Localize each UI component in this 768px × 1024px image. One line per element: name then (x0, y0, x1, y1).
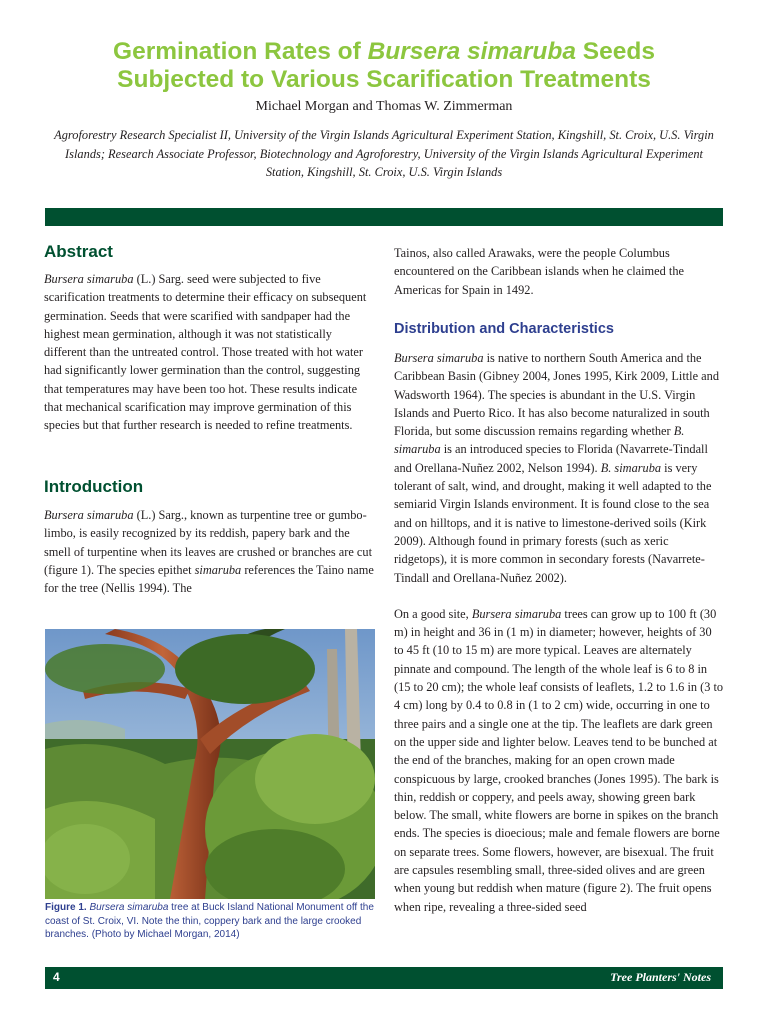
abstract-text: Bursera simaruba (L.) Sarg. seed were subjected to five scarification treatments to determine their efficacy on subsequent germination. Seeds that were scarified with sandpaper had the highest mean germination, although it was not statistically different than the untreated control. Those treated with hot water had significantly lower germination than the control, suggesting that temperatures may have been too hot. These results indicate that mechanical scarification may improve germination of this species but that further research is needed to refine treatments. (44, 272, 367, 433)
affiliation: Agroforestry Research Specialist II, University of the Virgin Islands Agricultural Experiment Station, Kingshill, St. Croix, U.S. Virgin Islands; Research Associate Professor, Biotechnology and Agroforestry, University of the Virgin Islands Agricultural Experiment Station, Kingshill, St. Croix, U.S. Virgin Islands (54, 128, 714, 179)
title-species: Bursera simaruba (367, 38, 576, 65)
introduction-text: Bursera simaruba (L.) Sarg., known as turpentine tree or gumbo-limbo, is easily recognized by its reddish, papery bark and the smell of turpentine when its leaves are crushed or branches are cut (figure 1). The species epithet simaruba references the Taino name for the tree (Nellis 1994). The (44, 508, 374, 596)
page-number: 4 (53, 970, 60, 984)
introduction-section (44, 476, 374, 597)
distribution-section (394, 319, 724, 916)
figure-1-caption: Figure 1. Bursera simaruba tree at Buck Island National Monument off the coast of St. Croix, VI. Note the thin, coppery bark and the large crooked branches. (Photo by Michael Morgan, 2014) (45, 902, 374, 940)
abstract-section (44, 241, 374, 435)
header-divider-bar (45, 208, 723, 226)
distribution-paragraph-1: Bursera simaruba is native to northern South America and the Caribbean Basin (Gibney 2004, Jones 1995, Kirk 2009, Little and Wadsworth 1964). The species is abundant in the U.S. Virgin Islands and Puerto Rico. It has also become naturalized in south Florida, but some discussion remains regarding whether B. simaruba is an introduced species to Florida (Navarrete-Tindall and Orellana-Nuñez 2002, Nelson 1994). B. simaruba is very tolerant of salt, wind, and drought, making it well adapted to the semiarid Virgin Islands environment. It is found close to the sea and on hilltops, and it is native to limestone-derived soils (Kirk 2009). Although found in primary forests (such as xeric ridgetops), it is more common in secondary forests (Navarrete-Tindall and Orellana-Nuñez 2002). (394, 351, 719, 585)
journal-name: Tree Planters' Notes (610, 970, 711, 984)
introduction-heading: Introduction (44, 477, 144, 496)
title-line-2: Subjected to Various Scarification Treatments (117, 66, 651, 93)
article-title (40, 38, 728, 94)
authors: Michael Morgan and Thomas W. Zimmerman (255, 99, 513, 114)
page-footer (45, 967, 723, 989)
figure-1-photo (45, 629, 375, 899)
distribution-heading: Distribution and Characteristics (394, 321, 614, 337)
introduction-continued: Tainos, also called Arawaks, were the people Columbus encountered on the Caribbean islands when he claimed the Americas for Spain in 1492. (394, 246, 684, 297)
title-line-1: Germination Rates of Bursera simaruba Seeds (113, 38, 655, 65)
distribution-paragraph-2: On a good site, Bursera simaruba trees can grow up to 100 ft (30 m) in height and 36 in (1 m) in diameter; however, heights of 30 to 45 ft (10 to 15 m) are more typical. Leaves are alternately pinnate and compound. The length of the whole leaf is 6 to 8 in (15 to 20 cm); the whole leaf consists of leaflets, 1.2 to 1.6 in (3 to 4 cm) long by 0.4 to 0.8 in (1 to 2 cm) wide, occurring in one to three pairs and a single one at the tip. The leaflets are dark green on the upper side and lighter below. Leaves tend to be bunched at the end of the branches, making for an open crown made conspicuous by large, crooked branches (Jones 1995). The bark is thin, reddish or coppery, and peels away, showing green bark below. The small, white flowers are borne in spikes on the branch ends. The species is dioecious; male and female flowers are borne on separate trees. Some flowers, however, are bisexual. The fruit are capsules resembling small, three-sided olives and are green when young but reddish when mature (figure 2). The fruit opens when ripe, revealing a three-sided seed (394, 606, 724, 914)
abstract-heading: Abstract (44, 242, 113, 261)
